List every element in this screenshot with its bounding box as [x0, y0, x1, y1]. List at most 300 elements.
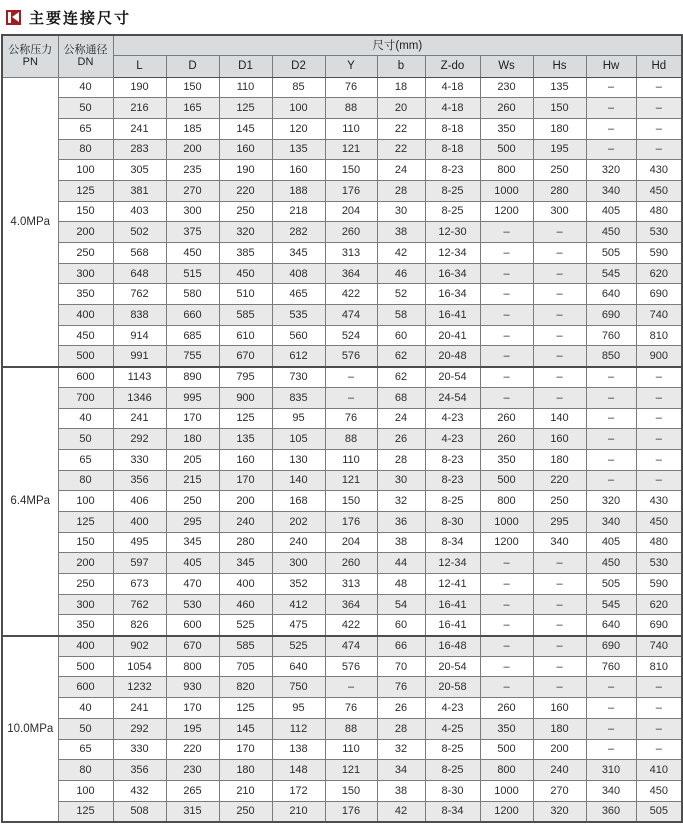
header-col-D: D [166, 55, 219, 77]
value-cell: 820 [219, 677, 272, 698]
dn-cell: 65 [58, 449, 113, 470]
dn-cell: 150 [58, 201, 113, 222]
value-cell: 58 [377, 305, 425, 326]
dn-cell: 200 [58, 222, 113, 243]
dn-cell: 700 [58, 387, 113, 408]
header-col-Zdo: Z-do [425, 55, 480, 77]
value-cell: – [533, 636, 586, 657]
dn-cell: 400 [58, 305, 113, 326]
value-cell: – [636, 698, 682, 719]
table-row [2, 574, 682, 595]
value-cell: 216 [113, 98, 166, 119]
value-cell: 364 [325, 263, 377, 284]
dn-cell: 50 [58, 429, 113, 450]
value-cell: 52 [377, 284, 425, 305]
pressure-group-label: 6.4MPa [2, 367, 58, 636]
value-cell: – [636, 408, 682, 429]
value-cell: 568 [113, 243, 166, 264]
value-cell: – [480, 325, 533, 346]
value-cell: – [480, 387, 533, 408]
value-cell: 195 [533, 139, 586, 160]
value-cell: – [480, 263, 533, 284]
value-cell: 350 [480, 118, 533, 139]
value-cell: 95 [272, 408, 325, 429]
dn-cell: 125 [58, 180, 113, 201]
value-cell: 145 [219, 718, 272, 739]
value-cell: 345 [166, 532, 219, 553]
value-cell: – [533, 325, 586, 346]
value-cell: 610 [219, 325, 272, 346]
value-cell: 62 [377, 346, 425, 367]
dn-cell: 500 [58, 346, 113, 367]
value-cell: – [533, 553, 586, 574]
table-row [2, 615, 682, 636]
value-cell: 8-30 [425, 511, 480, 532]
value-cell: 18 [377, 77, 425, 98]
dn-cell: 80 [58, 760, 113, 781]
value-cell: 405 [586, 201, 636, 222]
value-cell: 12-30 [425, 222, 480, 243]
table-row [2, 139, 682, 160]
value-cell: 474 [325, 636, 377, 657]
table-row [2, 408, 682, 429]
value-cell: – [586, 429, 636, 450]
value-cell: 530 [636, 222, 682, 243]
value-cell: 22 [377, 139, 425, 160]
value-cell: 502 [113, 222, 166, 243]
value-cell: 20-48 [425, 346, 480, 367]
value-cell: 408 [272, 263, 325, 284]
value-cell: 62 [377, 367, 425, 388]
header-col-Hs: Hs [533, 55, 586, 77]
dn-cell: 150 [58, 532, 113, 553]
header-col-Hw: Hw [586, 55, 636, 77]
value-cell: 24 [377, 160, 425, 181]
value-cell: – [586, 139, 636, 160]
value-cell: 130 [272, 449, 325, 470]
value-cell: 340 [586, 180, 636, 201]
value-cell: 430 [636, 491, 682, 512]
table-row [2, 429, 682, 450]
header-dn-cn: 公称通径 [63, 43, 108, 56]
header-col-D2: D2 [272, 55, 325, 77]
value-cell: 24-54 [425, 387, 480, 408]
table-row [2, 77, 682, 98]
value-cell: – [586, 408, 636, 429]
table-row [2, 553, 682, 574]
value-cell: 340 [586, 511, 636, 532]
value-cell: 32 [377, 491, 425, 512]
table-row [2, 346, 682, 367]
value-cell: 300 [166, 201, 219, 222]
value-cell: – [636, 139, 682, 160]
value-cell: 121 [325, 470, 377, 491]
section-marker-icon [6, 10, 21, 25]
value-cell: – [636, 449, 682, 470]
value-cell: – [586, 470, 636, 491]
value-cell: 150 [325, 160, 377, 181]
value-cell: 585 [219, 305, 272, 326]
value-cell: 66 [377, 636, 425, 657]
value-cell: 690 [636, 284, 682, 305]
value-cell: 20-54 [425, 656, 480, 677]
value-cell: 60 [377, 325, 425, 346]
value-cell: – [586, 118, 636, 139]
value-cell: 260 [480, 408, 533, 429]
value-cell: 42 [377, 243, 425, 264]
value-cell: 125 [219, 98, 272, 119]
value-cell: 204 [325, 201, 377, 222]
value-cell: 4-23 [425, 408, 480, 429]
dn-cell: 65 [58, 118, 113, 139]
dn-cell: 100 [58, 780, 113, 801]
value-cell: 34 [377, 760, 425, 781]
value-cell: 991 [113, 346, 166, 367]
value-cell: 202 [272, 511, 325, 532]
value-cell: 220 [219, 180, 272, 201]
value-cell: 220 [533, 470, 586, 491]
value-cell: 28 [377, 449, 425, 470]
value-cell: 125 [219, 408, 272, 429]
value-cell: 170 [166, 408, 219, 429]
value-cell: 475 [272, 615, 325, 636]
value-cell: 900 [219, 387, 272, 408]
value-cell: 300 [533, 201, 586, 222]
value-cell: – [533, 367, 586, 388]
value-cell: 38 [377, 222, 425, 243]
value-cell: – [636, 429, 682, 450]
table-row [2, 284, 682, 305]
table-row [2, 636, 682, 657]
header-col-L: L [113, 55, 166, 77]
value-cell: 28 [377, 180, 425, 201]
value-cell: 403 [113, 201, 166, 222]
dn-cell: 350 [58, 615, 113, 636]
dn-cell: 125 [58, 511, 113, 532]
value-cell: 172 [272, 780, 325, 801]
value-cell: – [533, 305, 586, 326]
value-cell: 12-41 [425, 574, 480, 595]
value-cell: 800 [480, 760, 533, 781]
value-cell: – [480, 636, 533, 657]
value-cell: 495 [113, 532, 166, 553]
value-cell: – [636, 718, 682, 739]
value-cell: – [480, 284, 533, 305]
value-cell: 545 [586, 263, 636, 284]
value-cell: 1346 [113, 387, 166, 408]
value-cell: 381 [113, 180, 166, 201]
value-cell: 215 [166, 470, 219, 491]
header-col-Ws: Ws [480, 55, 533, 77]
value-cell: 450 [166, 243, 219, 264]
value-cell: 16-48 [425, 636, 480, 657]
header-col-Y: Y [325, 55, 377, 77]
value-cell: 340 [533, 532, 586, 553]
value-cell: 165 [166, 98, 219, 119]
value-cell: – [533, 346, 586, 367]
value-cell: 48 [377, 574, 425, 595]
value-cell: 313 [325, 574, 377, 595]
value-cell: 345 [219, 553, 272, 574]
value-cell: – [586, 698, 636, 719]
value-cell: 110 [325, 739, 377, 760]
table-row [2, 594, 682, 615]
value-cell: – [533, 243, 586, 264]
value-cell: 800 [480, 491, 533, 512]
table-row [2, 718, 682, 739]
value-cell: 30 [377, 470, 425, 491]
value-cell: – [586, 718, 636, 739]
dn-cell: 600 [58, 677, 113, 698]
value-cell: 180 [533, 449, 586, 470]
value-cell: 260 [480, 98, 533, 119]
value-cell: 180 [166, 429, 219, 450]
value-cell: 345 [272, 243, 325, 264]
value-cell: – [586, 387, 636, 408]
value-cell: 800 [166, 656, 219, 677]
value-cell: 20-54 [425, 367, 480, 388]
header-col-Hd: Hd [636, 55, 682, 77]
value-cell: 44 [377, 553, 425, 574]
value-cell: 76 [325, 698, 377, 719]
value-cell: 112 [272, 718, 325, 739]
value-cell: 730 [272, 367, 325, 388]
value-cell: 250 [533, 160, 586, 181]
value-cell: 356 [113, 470, 166, 491]
dn-cell: 100 [58, 491, 113, 512]
value-cell: 597 [113, 553, 166, 574]
value-cell: 530 [636, 553, 682, 574]
value-cell: 470 [166, 574, 219, 595]
value-cell: 8-25 [425, 760, 480, 781]
value-cell: 465 [272, 284, 325, 305]
value-cell: – [636, 367, 682, 388]
value-cell: 8-34 [425, 532, 480, 553]
table-row [2, 470, 682, 491]
value-cell: 620 [636, 263, 682, 284]
value-cell: 670 [219, 346, 272, 367]
value-cell: 580 [166, 284, 219, 305]
value-cell: 320 [586, 491, 636, 512]
dn-cell: 40 [58, 408, 113, 429]
value-cell: 121 [325, 139, 377, 160]
value-cell: – [636, 118, 682, 139]
value-cell: 95 [272, 698, 325, 719]
table-row [2, 449, 682, 470]
value-cell: 8-25 [425, 201, 480, 222]
value-cell: 620 [636, 594, 682, 615]
value-cell: 660 [166, 305, 219, 326]
value-cell: 450 [636, 180, 682, 201]
value-cell: 145 [219, 118, 272, 139]
value-cell: 121 [325, 760, 377, 781]
value-cell: 160 [533, 698, 586, 719]
value-cell: 810 [636, 656, 682, 677]
dn-cell: 65 [58, 739, 113, 760]
value-cell: 160 [533, 429, 586, 450]
value-cell: 85 [272, 77, 325, 98]
value-cell: – [533, 263, 586, 284]
value-cell: 204 [325, 532, 377, 553]
table-row [2, 222, 682, 243]
value-cell: 220 [166, 739, 219, 760]
value-cell: 270 [533, 780, 586, 801]
value-cell: 640 [586, 284, 636, 305]
value-cell: 480 [636, 532, 682, 553]
value-cell: – [586, 77, 636, 98]
table-row [2, 243, 682, 264]
dn-cell: 300 [58, 263, 113, 284]
value-cell: 648 [113, 263, 166, 284]
value-cell: 100 [272, 98, 325, 119]
value-cell: 560 [272, 325, 325, 346]
table-row [2, 511, 682, 532]
value-cell: 412 [272, 594, 325, 615]
table-row [2, 760, 682, 781]
value-cell: 292 [113, 429, 166, 450]
value-cell: 38 [377, 532, 425, 553]
value-cell: – [636, 98, 682, 119]
value-cell: 125 [219, 698, 272, 719]
value-cell: 315 [166, 801, 219, 822]
value-cell: 890 [166, 367, 219, 388]
value-cell: 422 [325, 284, 377, 305]
value-cell: – [586, 98, 636, 119]
value-cell: 576 [325, 656, 377, 677]
value-cell: – [533, 284, 586, 305]
dn-cell: 80 [58, 470, 113, 491]
value-cell: 170 [166, 698, 219, 719]
value-cell: 190 [219, 160, 272, 181]
value-cell: 210 [272, 801, 325, 822]
value-cell: 88 [325, 429, 377, 450]
value-cell: 4-25 [425, 718, 480, 739]
value-cell: 515 [166, 263, 219, 284]
dn-cell: 100 [58, 160, 113, 181]
table-row [2, 387, 682, 408]
value-cell: 505 [636, 801, 682, 822]
table-row [2, 491, 682, 512]
value-cell: 12-34 [425, 553, 480, 574]
value-cell: 400 [219, 574, 272, 595]
connection-dimensions-table [1, 34, 683, 823]
value-cell: 508 [113, 801, 166, 822]
value-cell: 340 [586, 780, 636, 801]
value-cell: 24 [377, 408, 425, 429]
value-cell: – [586, 739, 636, 760]
value-cell: 160 [272, 160, 325, 181]
value-cell: 740 [636, 636, 682, 657]
table-row [2, 263, 682, 284]
value-cell: 400 [113, 511, 166, 532]
value-cell: 218 [272, 201, 325, 222]
value-cell: 640 [272, 656, 325, 677]
value-cell: 330 [113, 449, 166, 470]
value-cell: 76 [325, 408, 377, 429]
value-cell: 450 [586, 222, 636, 243]
value-cell: 110 [325, 449, 377, 470]
table-row [2, 160, 682, 181]
value-cell: 480 [636, 201, 682, 222]
value-cell: 138 [272, 739, 325, 760]
value-cell: 205 [166, 449, 219, 470]
value-cell: 8-34 [425, 801, 480, 822]
value-cell: 320 [219, 222, 272, 243]
value-cell: 450 [586, 553, 636, 574]
value-cell: 762 [113, 594, 166, 615]
dn-cell: 250 [58, 574, 113, 595]
value-cell: – [636, 470, 682, 491]
value-cell: – [480, 222, 533, 243]
value-cell: 762 [113, 284, 166, 305]
value-cell: 576 [325, 346, 377, 367]
value-cell: 105 [272, 429, 325, 450]
value-cell: 150 [166, 77, 219, 98]
value-cell: 8-25 [425, 491, 480, 512]
value-cell: 835 [272, 387, 325, 408]
value-cell: 190 [113, 77, 166, 98]
value-cell: 170 [219, 739, 272, 760]
value-cell: 54 [377, 594, 425, 615]
value-cell: – [533, 387, 586, 408]
value-cell: 240 [272, 532, 325, 553]
value-cell: 755 [166, 346, 219, 367]
value-cell: – [533, 594, 586, 615]
value-cell: 160 [219, 139, 272, 160]
value-cell: 705 [219, 656, 272, 677]
value-cell: – [636, 677, 682, 698]
value-cell: 460 [219, 594, 272, 615]
value-cell: 180 [219, 760, 272, 781]
value-cell: 350 [480, 449, 533, 470]
value-cell: 1000 [480, 180, 533, 201]
value-cell: 4-18 [425, 98, 480, 119]
value-cell: 210 [219, 780, 272, 801]
value-cell: 740 [636, 305, 682, 326]
value-cell: – [480, 656, 533, 677]
table-row [2, 677, 682, 698]
value-cell: 500 [480, 139, 533, 160]
value-cell: 673 [113, 574, 166, 595]
value-cell: – [480, 677, 533, 698]
value-cell: – [586, 367, 636, 388]
value-cell: 140 [272, 470, 325, 491]
value-cell: 26 [377, 698, 425, 719]
value-cell: 260 [480, 429, 533, 450]
value-cell: 914 [113, 325, 166, 346]
value-cell: 283 [113, 139, 166, 160]
value-cell: 360 [586, 801, 636, 822]
value-cell: 295 [166, 511, 219, 532]
value-cell: 150 [325, 780, 377, 801]
value-cell: 282 [272, 222, 325, 243]
value-cell: 995 [166, 387, 219, 408]
value-cell: 195 [166, 718, 219, 739]
dn-cell: 600 [58, 367, 113, 388]
value-cell: 760 [586, 325, 636, 346]
value-cell: 590 [636, 243, 682, 264]
value-cell: 405 [586, 532, 636, 553]
dn-cell: 400 [58, 636, 113, 657]
dn-cell: 40 [58, 77, 113, 98]
value-cell: 8-25 [425, 739, 480, 760]
value-cell: 313 [325, 243, 377, 264]
value-cell: 320 [586, 160, 636, 181]
value-cell: 8-18 [425, 118, 480, 139]
value-cell: 16-41 [425, 594, 480, 615]
value-cell: 690 [586, 636, 636, 657]
value-cell: 1200 [480, 801, 533, 822]
